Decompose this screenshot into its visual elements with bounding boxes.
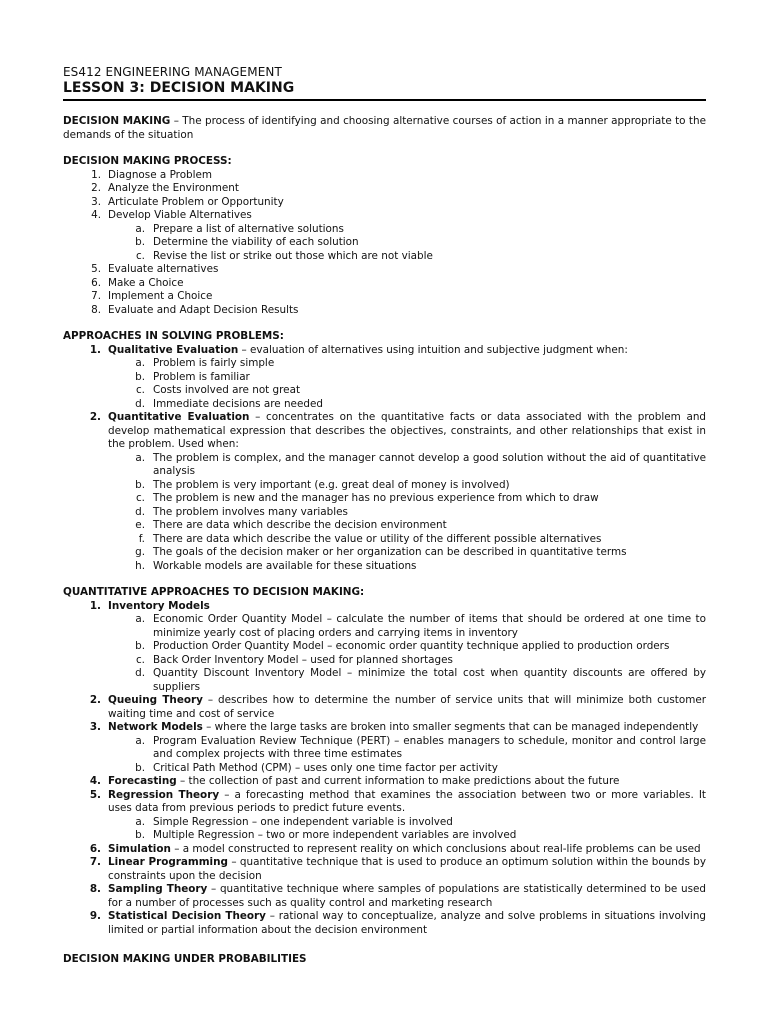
sub-list-item (63, 492, 706, 506)
sub-list-letter: a. (135, 357, 145, 369)
sub-item-text: Immediate decisions are needed (153, 397, 323, 410)
sub-list-item (63, 816, 706, 830)
definition-text: – The process of identifying and choosing alternative courses of action in a manner appropriate to the demands of the situation (63, 115, 706, 141)
list-number: 3. (91, 195, 101, 208)
list-number: 2. (91, 182, 101, 194)
approaches-list (63, 344, 706, 574)
sub-item-text: The problem is new and the manager has no previous experience from which to draw (153, 492, 599, 504)
sub-list-letter: b. (135, 478, 145, 491)
item-text: Make a Choice (108, 276, 184, 289)
item-text: Articulate Problem or Opportunity (108, 195, 284, 208)
list-number: 7. (91, 290, 101, 302)
list-number: 8. (91, 303, 101, 316)
list-item (63, 182, 706, 196)
item-text: Diagnose a Problem (108, 168, 213, 181)
sub-list-letter: a. (135, 815, 145, 828)
list-item (63, 263, 706, 277)
item-title: Inventory Models (108, 599, 210, 612)
list-number: 8. (89, 883, 101, 895)
list-number: 6. (89, 842, 101, 855)
sub-list-item (63, 560, 706, 574)
list-number: 4. (91, 209, 101, 221)
item-text: – where the large tasks are broken into smaller segments that can be managed independently (202, 721, 699, 733)
list-item (63, 277, 706, 291)
course-title: ES412 ENGINEERING MANAGEMENT (63, 65, 282, 79)
definition-paragraph (63, 115, 706, 142)
item-text: Develop Viable Alternatives (108, 209, 252, 221)
item-text: – rational way to conceptualize, analyze and solve problems in situations involving limited or partial information about the decision environment (108, 910, 706, 936)
list-number: 1. (91, 168, 101, 181)
sub-list-item (63, 519, 706, 533)
list-item (63, 600, 706, 614)
list-number: 5. (89, 788, 101, 801)
sub-list-item (63, 452, 706, 479)
list-item (63, 304, 706, 318)
sub-item-text: There are data which describe the value or utility of the different possible alternatives (153, 532, 602, 545)
item-title: Forecasting (108, 775, 177, 787)
item-title: Queuing Theory (108, 694, 203, 706)
sub-list-letter: b. (135, 761, 145, 774)
item-text: – describes how to determine the number of service units that will minimize both customer waiting time and cost of service (108, 694, 707, 720)
sub-list-item (63, 384, 706, 398)
list-number: 4. (89, 775, 101, 787)
list-item (63, 856, 706, 883)
lesson-title: LESSON 3: DECISION MAKING (63, 80, 295, 96)
sub-list-letter: a. (135, 613, 145, 625)
list-item (63, 789, 706, 816)
sub-list-letter: g. (135, 546, 145, 558)
sub-list-letter: e. (135, 519, 145, 531)
sub-list-item (63, 546, 706, 560)
sub-item-text: Program Evaluation Review Technique (PERT) – enables managers to schedule, monitor and control large and complex projects with three time estimates (153, 734, 706, 760)
sub-list-letter: d. (135, 505, 145, 518)
item-text: – quantitative technique that is used to produce an optimum solution within the bounds by constraints upon the decision (108, 856, 707, 882)
sub-item-text: The problem is complex, and the manager cannot develop a good solution without the aid of quantitative analysis (153, 451, 706, 477)
sub-item-text: Workable models are available for these situations (153, 559, 417, 572)
sub-item-text: Determine the viability of each solution (153, 236, 359, 248)
item-text: Evaluate and Adapt Decision Results (108, 303, 299, 316)
quantitative-list (63, 600, 706, 938)
sub-list-letter: a. (135, 734, 145, 747)
process-list (63, 169, 706, 318)
sub-list-letter: b. (135, 640, 145, 652)
sub-list-item (63, 479, 706, 493)
item-text: – the collection of past and current information to make predictions about the future (176, 775, 620, 787)
sub-list-item (63, 357, 706, 371)
sub-item-text: The problem involves many variables (153, 505, 348, 518)
sub-item-text: Prepare a list of alternative solutions (153, 222, 344, 235)
sub-list-item (63, 667, 706, 694)
list-number: 2. (89, 411, 101, 423)
process-heading: DECISION MAKING PROCESS: (63, 155, 232, 167)
item-title: Qualitative Evaluation (108, 343, 239, 356)
quantitative-heading: QUANTITATIVE APPROACHES TO DECISION MAKING: (63, 586, 365, 598)
approaches-heading: APPROACHES IN SOLVING PROBLEMS: (63, 330, 284, 342)
sub-item-text: Problem is fairly simple (153, 357, 275, 369)
item-title: Network Models (108, 721, 203, 733)
item-title: Linear Programming (108, 856, 228, 868)
header-divider (63, 99, 706, 101)
sub-item-text: Costs involved are not great (153, 384, 301, 396)
item-title: Statistical Decision Theory (108, 910, 266, 922)
list-number: 9. (89, 910, 101, 922)
list-item (63, 411, 706, 452)
list-item (63, 169, 706, 183)
item-title: Regression Theory (108, 788, 220, 801)
list-number: 1. (89, 599, 101, 612)
sub-list-item (63, 613, 706, 640)
sub-list-item (63, 398, 706, 412)
item-text: Implement a Choice (108, 290, 213, 302)
item-title: Simulation (108, 842, 171, 855)
sub-item-text: The problem is very important (e.g. great deal of money is involved) (153, 478, 510, 491)
sub-list-letter: d. (135, 397, 145, 410)
sub-list-letter: d. (135, 667, 145, 679)
list-item (63, 775, 706, 789)
sub-item-text: Critical Path Method (CPM) – uses only one time factor per activity (153, 761, 498, 774)
definition-term: DECISION MAKING (63, 115, 171, 127)
list-item (63, 344, 706, 358)
item-title: Sampling Theory (108, 883, 208, 895)
item-text: – concentrates on the quantitative facts or data associated with the problem and develop mathematical expression that describes the objectives, constraints, and other relationships that exist in the problem. Used when: (108, 411, 706, 450)
sub-item-text: Multiple Regression – two or more independent variables are involved (153, 829, 517, 841)
item-title: Quantitative Evaluation (108, 411, 250, 423)
list-item (63, 843, 706, 857)
sub-list-letter: f. (138, 532, 145, 545)
sub-list-item (63, 371, 706, 385)
item-text: – a forecasting method that examines the association between two or more variables. It uses data from previous periods to predict future events. (108, 788, 707, 814)
list-item (63, 196, 706, 210)
sub-list-item (63, 250, 706, 264)
list-number: 1. (89, 343, 101, 356)
list-item (63, 721, 706, 735)
sub-list-letter: b. (135, 370, 145, 383)
sub-list-item (63, 533, 706, 547)
probabilities-heading: DECISION MAKING UNDER PROBABILITIES (63, 953, 307, 965)
sub-item-text: Revise the list or strike out those which are not viable (153, 249, 433, 262)
sub-list-letter: a. (135, 451, 145, 464)
sub-list-letter: b. (135, 236, 145, 248)
sub-item-text: Quantity Discount Inventory Model – minimize the total cost when quantity discounts are offered by suppliers (153, 667, 706, 693)
sub-list-letter: c. (135, 384, 145, 396)
sub-list-item (63, 829, 706, 843)
list-item (63, 290, 706, 304)
list-item (63, 883, 706, 910)
item-text: Evaluate alternatives (108, 263, 219, 275)
sub-item-text: Production Order Quantity Model – economic order quantity technique applied to production orders (153, 640, 670, 652)
sub-list-item (63, 640, 706, 654)
item-text: – quantitative technique where samples of populations are statistically determined to be used for a number of processes such as quality control and marketing research (108, 883, 707, 909)
sub-list-letter: c. (135, 249, 145, 262)
sub-list-letter: b. (135, 829, 145, 841)
sub-item-text: Economic Order Quantity Model – calculate the number of items that should be ordered at one time to minimize yearly cost of placing orders and carrying items in inventory (153, 613, 706, 639)
item-text: – evaluation of alternatives using intuition and subjective judgment when: (238, 343, 628, 356)
sub-item-text: The goals of the decision maker or her organization can be described in quantitative terms (153, 546, 627, 558)
sub-list-item (63, 654, 706, 668)
sub-list-letter: c. (135, 653, 145, 666)
sub-list-item (63, 762, 706, 776)
sub-item-text: Simple Regression – one independent variable is involved (153, 815, 453, 828)
document-body (63, 115, 706, 967)
sub-item-text: There are data which describe the decision environment (153, 519, 447, 531)
sub-item-text: Back Order Inventory Model – used for planned shortages (153, 653, 453, 666)
list-number: 3. (89, 721, 101, 733)
item-text: – a model constructed to represent reality on which conclusions about real-life problems can be used (170, 842, 701, 855)
list-item (63, 694, 706, 721)
sub-list-letter: a. (135, 222, 145, 235)
sub-list-letter: h. (135, 559, 145, 572)
sub-list-item (63, 223, 706, 237)
sub-list-letter: c. (135, 492, 145, 504)
sub-list-item (63, 735, 706, 762)
list-number: 7. (89, 856, 101, 868)
sub-list-item (63, 506, 706, 520)
sub-item-text: Problem is familiar (153, 370, 250, 383)
list-number: 5. (91, 263, 101, 275)
list-item (63, 209, 706, 223)
list-number: 2. (89, 694, 101, 706)
list-number: 6. (91, 276, 101, 289)
sub-list-item (63, 236, 706, 250)
item-text: Analyze the Environment (108, 182, 239, 194)
list-item (63, 910, 706, 937)
